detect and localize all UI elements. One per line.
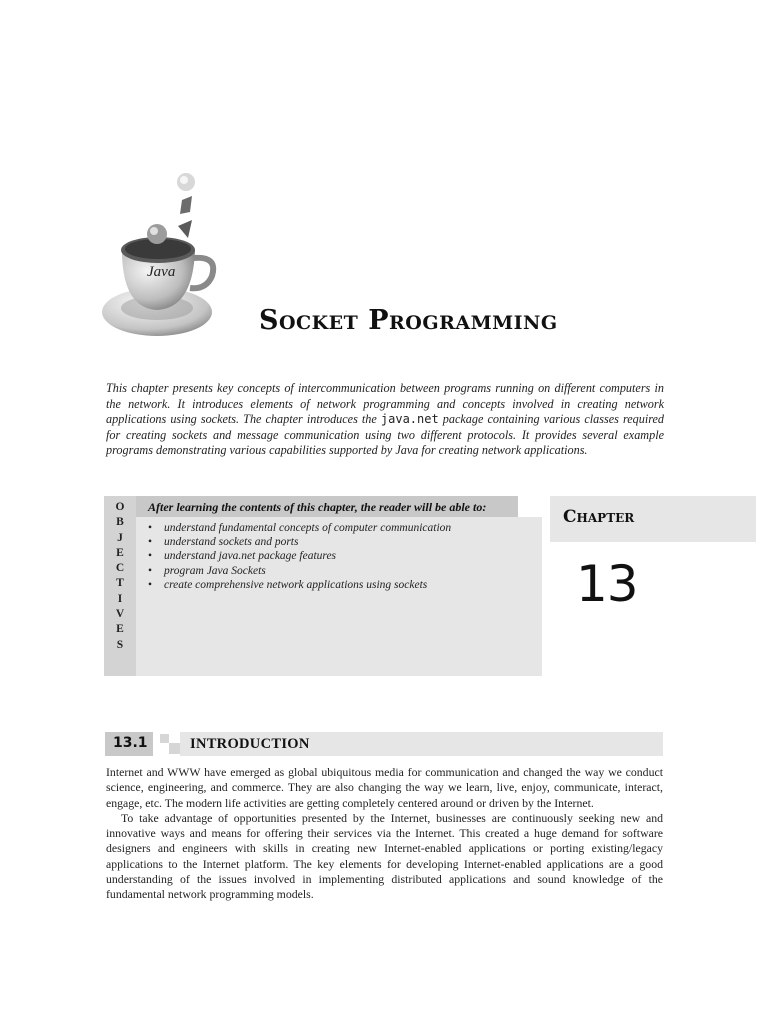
logo-java-text: Java	[147, 264, 176, 280]
objectives-letter: S	[116, 638, 124, 651]
body-paragraph: To take advantage of opportunities presented by the Internet, businesses are continuously seeking new and innovative ways and means for offering their services via the Internet. This created a huge demand for software designers and engineers with skills in creating new Internet-enabled applications or porting existing/legacy applications to the Internet platform. The key elements for developing Internet-enabled applications are a good understanding of the issues involved in implementing distributed applications and sound knowledge of the fundamental network programming models.	[106, 810, 663, 902]
bullet-icon: •	[148, 564, 153, 577]
chapter-intro-paragraph	[106, 381, 664, 459]
objectives-list	[148, 521, 451, 592]
chapter-label: Chapter	[563, 507, 635, 527]
section-body	[106, 765, 663, 903]
section-decoration	[160, 734, 169, 743]
body-paragraph: Internet and WWW have emerged as global ubiquitous media for communication and changed the way we conduct science, engineering, and commerce. They are also changing the way we learn, live, enjoy, communicate, interact, engage, etc. The modern life activities are getting completely centered around or driven by the Internet.	[106, 765, 663, 810]
bullet-icon: •	[148, 536, 153, 549]
intro-text-before: This chapter presents key concepts of intercommunication between programs running on different computers in the network. It introduces elements of network programming and concepts involved in creating network applications using sockets. The chapter introduces the	[106, 381, 664, 426]
objectives-letter: T	[116, 577, 124, 590]
intro-code-package: java.net	[380, 412, 439, 426]
objectives-letter: I	[117, 592, 123, 605]
objective-text: understand fundamental concepts of computer communication	[164, 522, 452, 534]
section-title: INTRODUCTION	[190, 736, 310, 752]
bullet-icon: •	[148, 578, 153, 591]
objectives-heading: After learning the contents of this chapter, the reader will be able to:	[148, 500, 487, 514]
objective-item	[148, 564, 451, 578]
objectives-letter: V	[115, 608, 125, 621]
chapter-title: Socket Programming	[259, 305, 558, 336]
objective-item	[148, 549, 451, 563]
objectives-side-label	[104, 496, 136, 676]
objective-item	[148, 578, 451, 592]
objective-text: create comprehensive network applications using sockets	[164, 578, 428, 591]
section-decoration	[169, 743, 180, 754]
bullet-icon: •	[148, 550, 153, 563]
bullet-icon: •	[148, 522, 153, 534]
java-cup-logo	[100, 168, 230, 344]
objectives-letter: E	[116, 623, 124, 636]
objectives-letter: C	[115, 562, 125, 575]
intro-text-after: package containing various classes required for creating sockets and message communication using two different protocols. It provides several example programs demonstrating various capabilities supported by Java for creating network applications.	[106, 412, 665, 457]
objective-item	[148, 521, 451, 535]
objective-text: program Java Sockets	[164, 564, 266, 577]
objectives-letter: E	[116, 546, 124, 559]
chapter-number: 13	[576, 555, 638, 613]
section-number: 13.1	[113, 735, 148, 751]
objective-text: understand sockets and ports	[164, 536, 299, 549]
objectives-letter: O	[115, 501, 125, 513]
objective-item	[148, 535, 451, 549]
objective-text: understand java.net package features	[164, 550, 337, 563]
objectives-letter: J	[117, 531, 123, 544]
objectives-letter: B	[116, 516, 124, 529]
